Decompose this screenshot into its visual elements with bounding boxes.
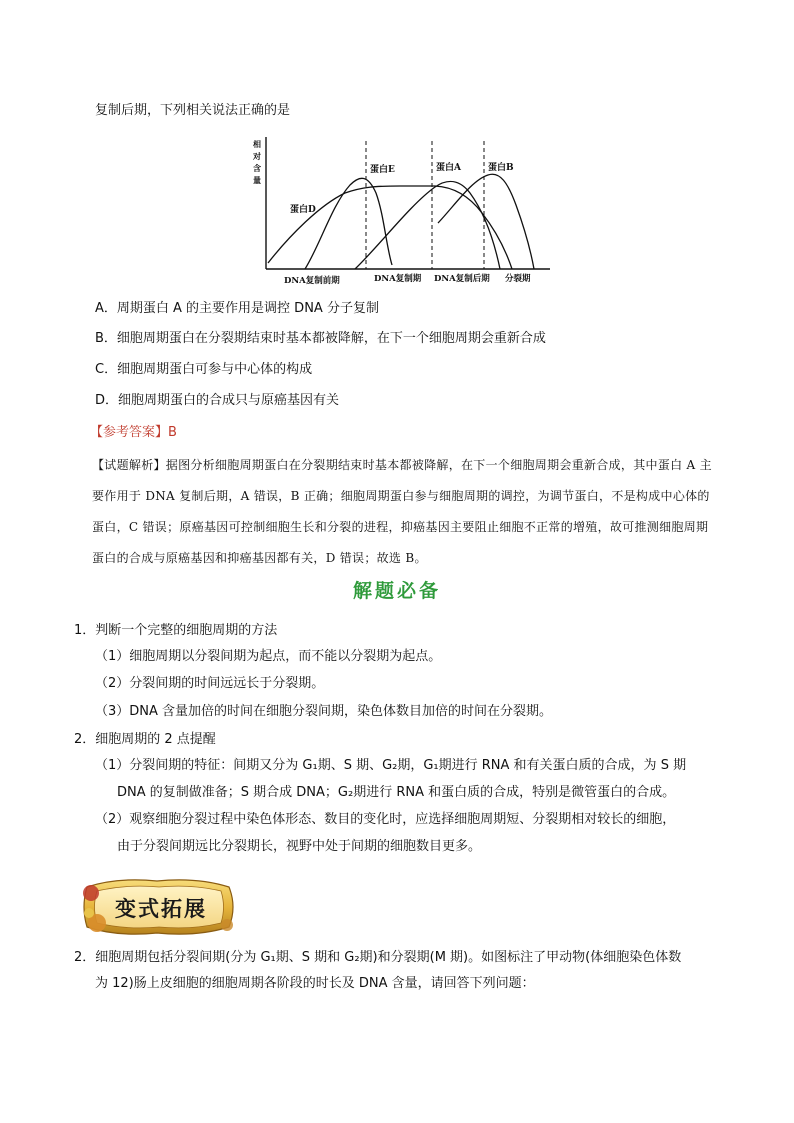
variant-extension-banner [77,873,240,941]
option-b: B．细胞周期蛋白在分裂期结束时基本都被降解，在下一个细胞周期会重新合成 [95,331,546,346]
label-protein-a: 蛋白A [436,163,461,173]
protein-cycle-figure [250,135,560,287]
answer-value: B [168,425,177,440]
y-label-1: 相 [253,139,261,149]
y-label-2: 对 [253,151,261,161]
point-1-item-3: （3）DNA 含量加倍的时间在细胞分裂间期，染色体数目加倍的时间在分裂期。 [95,704,553,719]
phase-label-pre: DNA复制前期 [284,276,340,286]
y-label-4: 量 [253,175,261,185]
question-intro: 复制后期，下列相关说法正确的是 [95,103,291,118]
point-2-item-2-line-2: 由于分裂间期远比分裂期长，视野中处于间期的细胞数目更多。 [117,839,482,854]
label-protein-b: 蛋白B [488,163,514,173]
phase-label-s: DNA复制期 [374,274,422,284]
option-d: D．细胞周期蛋白的合成只与原癌基因有关 [95,393,340,408]
banner-title: 变式拓展 [115,896,207,921]
banner-decoration-icon [77,873,240,941]
phase-label-post: DNA复制后期 [434,274,490,284]
phase-label-m: 分裂期 [505,274,531,284]
point-2-item-2-line-1: （2）观察细胞分裂过程中染色体形态、数目的变化时，应选择细胞周期短、分裂期相对较长的细胞， [95,812,676,827]
label-protein-d: 蛋白D [290,205,316,215]
point-1-title: 1．判断一个完整的细胞周期的方法 [74,623,278,638]
option-a: A．周期蛋白 A 的主要作用是调控 DNA 分子复制 [95,301,379,316]
option-c: C．细胞周期蛋白可参与中心体的构成 [95,362,313,377]
point-1-item-1: （1）细胞周期以分裂间期为起点，而不能以分裂期为起点。 [95,649,442,664]
y-label-3: 含 [253,163,261,173]
point-2-title: 2．细胞周期的 2 点提醒 [74,732,216,747]
analysis-text: 【试题解析】据图分析细胞周期蛋白在分裂期结束时基本都被降解，在下一个细胞周期会重新合成，其中蛋白 A 主要作用于 DNA 复制后期，A 错误，B 正确；细胞周期蛋白参与细胞周期的调控，为调节蛋白，不是构成中心体的蛋白，C 错误；原癌基因可控制细胞生长和分裂的进程，抑癌基因主要阻止细胞不正常的增殖，故可推测细胞周期蛋白的合成与原癌基因和抑癌基因都有关，D 错误；故选 B。 [92,458,712,565]
section-title: 解题必备 [352,580,441,602]
reference-answer [90,424,177,442]
answer-tag: 【参考答案】 [90,425,169,440]
question-2-line-1: 2．细胞周期包括分裂间期(分为 G₁期、S 期和 G₂期)和分裂期(M 期)。如图标注了甲动物(体细胞染色体数 [74,950,682,965]
point-2-item-1-line-2: DNA 的复制做准备；S 期合成 DNA；G₂期进行 RNA 和蛋白质的合成，特别是微管蛋白的合成。 [117,785,676,800]
label-protein-e: 蛋白E [370,165,395,175]
point-1-item-2: （2）分裂间期的时间远远长于分裂期。 [95,676,325,691]
point-2-item-1-line-1: （1）分裂间期的特征：间期又分为 G₁期、S 期、G₂期，G₁期进行 RNA 和有关蛋白质的合成，为 S 期 [95,758,687,773]
question-2-line-2: 为 12)肠上皮细胞的细胞周期各阶段的时长及 DNA 含量，请回答下列问题： [95,976,535,991]
